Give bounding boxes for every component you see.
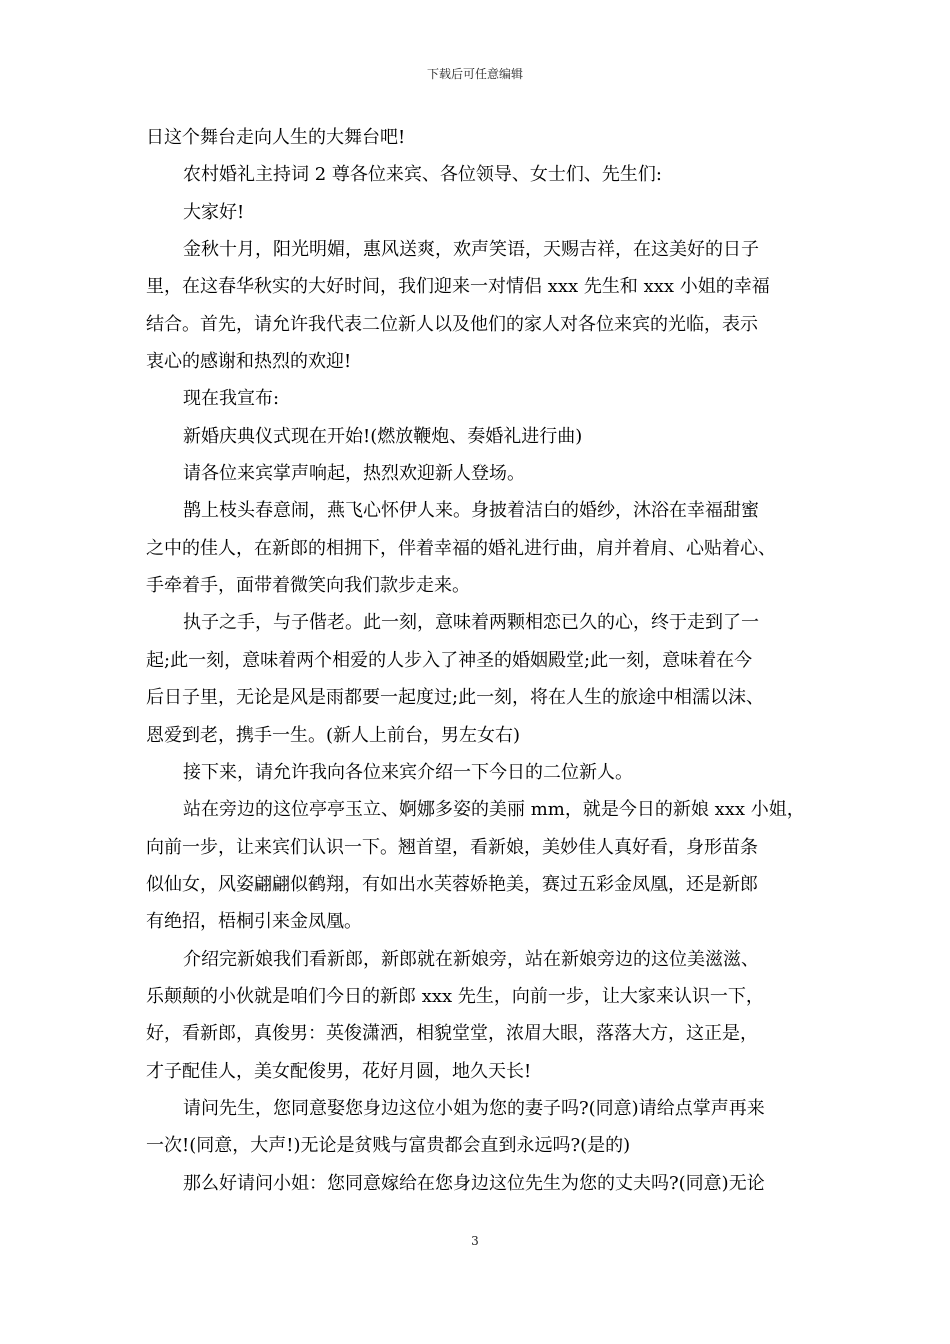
text-line: 日这个舞台走向人生的大舞台吧! <box>146 127 406 148</box>
text-line: 现在我宣布: <box>183 388 280 410</box>
text-line: 大家好! <box>183 201 245 223</box>
text-line: 介绍完新娘我们看新郎，新郎就在新娘旁，站在新娘旁边的这位美滋滋、 <box>183 948 759 970</box>
text-line: 金秋十月，阳光明媚，惠风送爽，欢声笑语，天赐吉祥，在这美好的日子 <box>183 239 759 261</box>
text-line: 站在旁边的这位亭亭玉立、婀娜多姿的美丽 mm，就是今日的新娘 xxx 小姐， <box>183 799 805 821</box>
text-line: 有绝招，梧桐引来金凤凰。 <box>146 911 362 933</box>
text-line: 乐颠颠的小伙就是咱们今日的新郎 xxx 先生，向前一步，让大家来认识一下， <box>146 985 764 1007</box>
text-line: 请问先生，您同意娶您身边这位小姐为您的妻子吗?(同意)请给点掌声再来 <box>183 1097 765 1119</box>
document-body <box>146 126 816 1209</box>
text-line: 执子之手，与子偕老。此一刻，意味着两颗相恋已久的心，终于走到了一 <box>183 612 759 634</box>
page-number: 3 <box>471 1234 479 1248</box>
page-header: 下载后可任意编辑 <box>426 67 523 81</box>
text-line: 农村婚礼主持词 2 尊各位来宾、各位领导、女士们、先生们: <box>183 164 662 186</box>
text-line: 一次!(同意，大声!)无论是贫贱与富贵都会直到永远吗?(是的) <box>146 1135 631 1157</box>
text-line: 鹊上枝头春意闹，燕飞心怀伊人来。身披着洁白的婚纱，沐浴在幸福甜蜜 <box>183 500 759 522</box>
text-line: 新婚庆典仪式现在开始!(燃放鞭炮、奏婚礼进行曲) <box>183 425 583 447</box>
text-line: 接下来，请允许我向各位来宾介绍一下今日的二位新人。 <box>183 761 633 783</box>
text-line: 好，看新郎，真俊男：英俊潇洒，相貌堂堂，浓眉大眼，落落大方，这正是， <box>146 1023 758 1045</box>
text-line: 结合。首先，请允许我代表二位新人以及他们的家人对各位来宾的光临，表示 <box>146 313 758 335</box>
text-line: 衷心的感谢和热烈的欢迎! <box>146 351 352 373</box>
text-line: 恩爱到老，携手一生。(新人上前台，男左女右) <box>146 724 521 746</box>
text-line: 后日子里，无论是风是雨都要一起度过;此一刻，将在人生的旅途中相濡以沫、 <box>146 687 765 709</box>
text-line: 向前一步，让来宾们认识一下。翘首望，看新娘，美妙佳人真好看，身形苗条 <box>146 836 758 858</box>
text-line: 似仙女，风姿翩翩似鹤翔，有如出水芙蓉娇艳美，赛过五彩金凤凰，还是新郎 <box>146 873 758 895</box>
text-line: 才子配佳人，美女配俊男，花好月圆，地久天长! <box>146 1060 532 1082</box>
text-line: 手牵着手，面带着微笑向我们款步走来。 <box>146 575 470 597</box>
text-line: 请各位来宾掌声响起，热烈欢迎新人登场。 <box>183 463 525 485</box>
text-line: 之中的佳人，在新郎的相拥下，伴着幸福的婚礼进行曲，肩并着肩、心贴着心、 <box>146 537 776 559</box>
text-line: 里，在这春华秋实的大好时间，我们迎来一对情侣 xxx 先生和 xxx 小姐的幸福 <box>146 276 770 298</box>
text-line: 那么好请问小姐：您同意嫁给在您身边这位先生为您的丈夫吗?(同意)无论 <box>183 1172 765 1194</box>
text-line: 起;此一刻，意味着两个相爱的人步入了神圣的婚姻殿堂;此一刻，意味着在今 <box>146 649 753 671</box>
